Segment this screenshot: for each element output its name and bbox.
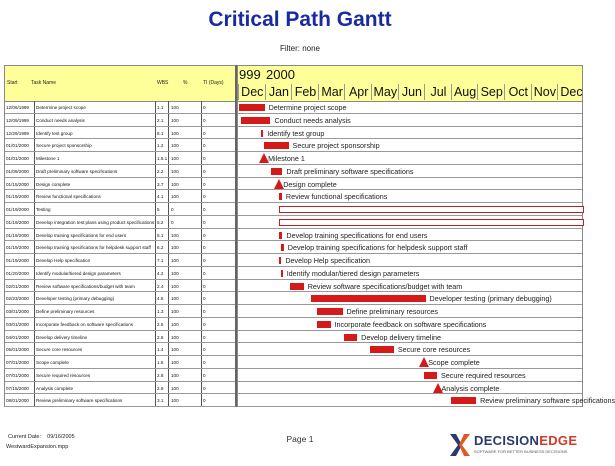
gantt-chart [237,65,615,407]
cell-pct: 100 [171,194,179,200]
month-label: Apr [344,84,372,100]
gantt-row [238,318,582,331]
cell-pct: 100 [171,360,179,365]
summary-bar[interactable] [279,206,584,213]
cell-ti: 0 [203,232,206,238]
cell-ti: 0 [203,385,206,391]
cell-wbs: 2.9 [157,385,164,391]
cell-ti: 0 [203,372,206,378]
gantt-row [238,254,582,267]
table-row[interactable] [5,280,235,293]
cell-pct: 0 [171,207,174,212]
cell-ti: 0 [203,168,206,174]
task-bar[interactable] [424,372,437,379]
cell-pct: 100 [171,181,179,187]
cell-wbs: 6.1 [157,130,164,136]
cell-wbs: 7.1 [157,258,164,263]
cell-wbs: 1.4 [157,347,164,353]
cell-start: 03/01/2000 [6,321,29,327]
bar-label: Secure core resources [397,345,471,355]
cell-pct: 100 [171,398,179,404]
cell-start: 02/01/2000 [6,283,29,289]
cell-name: Conduct needs analysis [36,117,85,123]
table-row[interactable] [5,114,235,127]
table-row[interactable] [5,101,235,114]
table-row[interactable] [5,267,235,280]
cell-wbs: 2.2 [157,168,164,174]
month-label: Nov [531,84,559,100]
cell-start: 01/09/2000 [6,168,29,174]
table-row[interactable] [5,305,235,318]
summary-bar[interactable] [279,219,584,226]
task-bar[interactable] [264,142,288,149]
cell-ti: 0 [203,181,206,187]
bar-label: Incorporate feedback on software specifications [334,319,487,329]
table-row[interactable] [5,241,235,254]
cell-start: 12/06/1999 [6,105,29,110]
cell-name: Identify modular/tiered design parameters [36,270,121,276]
cell-wbs: 5 [157,207,160,212]
table-row[interactable] [5,152,235,165]
cell-name: Developer testing (primary debugging) [36,296,115,302]
task-bar[interactable] [451,397,476,404]
table-row[interactable] [5,382,235,395]
col-start: Start [7,80,18,86]
gantt-row [238,114,582,127]
cell-wbs: 4.1 [157,194,164,200]
table-row[interactable] [5,318,235,331]
cell-name: Develop integration test plans using product specifications [36,219,155,225]
cell-ti: 0 [203,270,206,276]
file-name: WestwardExpansion.mpp [6,444,69,450]
cell-pct: 100 [171,270,179,276]
cell-ti: 0 [203,296,206,302]
cell-pct: 100 [171,385,179,391]
month-label: Feb [291,84,319,100]
cell-start: 01/01/2000 [6,143,29,149]
task-bar[interactable] [271,168,282,175]
month-label: Jun [398,84,426,100]
table-row[interactable] [5,127,235,140]
cell-start: 12/09/1999 [6,117,29,123]
cell-name: Review software specifications/budget with team [36,283,135,289]
table-row[interactable] [5,190,235,203]
cell-wbs: 1.5 [157,360,164,365]
cell-name: Secure project sponsorship [36,143,92,149]
gantt-row [238,292,582,305]
cell-start: 01/19/2000 [6,258,29,263]
table-row[interactable] [5,139,235,152]
cell-name: Milestone 1 [36,156,60,161]
col-pct: % [183,80,188,86]
cell-ti: 0 [203,321,206,327]
bar-label: Review preliminary software specifications [480,396,615,406]
gantt-row [238,139,582,152]
cell-start: 03/01/2000 [6,309,29,314]
table-row[interactable] [5,394,235,407]
gantt-row [238,229,582,242]
current-date: Current Date: 09/16/2005 [8,434,75,440]
cell-wbs: 5.2 [157,219,164,225]
cell-pct: 100 [171,347,179,353]
decisionedge-logo: DECISIONEDGE SOFTWARE FOR BETTER BUSINESS DECISIONS [450,432,600,458]
bar-label: Determine project scope [268,103,347,112]
cell-name: Develop training specifications for helpdesk support staff [36,245,151,251]
table-header [5,66,235,102]
cell-wbs: 1.3 [157,309,164,314]
task-bar[interactable] [281,244,284,251]
month-label: Aug [451,84,479,100]
month-label: May [371,84,399,100]
task-bar[interactable] [370,346,393,353]
bar-label: Milestone 1 [268,154,305,163]
gantt-row [238,152,582,165]
bar-label: Analysis complete [441,383,500,393]
month-label: Sep [477,84,505,100]
bar-label: Secure required resources [440,370,526,380]
table-row[interactable] [5,331,235,344]
task-bar[interactable] [317,308,342,315]
cell-ti: 0 [203,219,206,225]
cell-start: 07/01/2000 [6,372,29,378]
cell-name: Identify test group [36,130,73,136]
gantt-row [238,343,582,356]
cell-name: Determine project scope [36,105,86,110]
month-label: Jul [424,84,452,100]
cell-start: 01/19/2000 [6,245,29,251]
gantt-row [238,165,582,178]
cell-wbs: 4.2 [157,270,164,276]
table-row[interactable] [5,165,235,178]
cell-ti: 0 [203,156,206,161]
table-row[interactable] [5,216,235,229]
cell-wbs: 1.1 [157,105,164,110]
gantt-row [238,305,582,318]
gantt-row [238,280,582,293]
table-row[interactable] [5,356,235,369]
bar-label: Review software specifications/budget with team [307,281,463,291]
task-bar[interactable] [317,321,330,328]
cell-ti: 0 [203,283,206,289]
gantt-row [238,356,582,369]
task-table [4,65,237,407]
cell-ti: 0 [203,105,206,110]
gantt-row [238,267,582,280]
cell-name: Review preliminary software specifications [36,398,123,404]
cell-start: 01/19/2000 [6,207,29,212]
cell-name: Incorporate feedback on software specifications [36,321,134,327]
cell-ti: 0 [203,117,206,123]
bar-label: Identify test group [267,128,325,138]
cell-pct: 100 [171,334,179,340]
cell-wbs: 6.2 [157,245,164,251]
cell-start: 02/23/2000 [6,296,29,302]
cell-pct: 100 [171,168,179,174]
cell-start: 08/01/2000 [6,398,29,404]
cell-name: Secure core resources [36,347,83,353]
cell-pct: 100 [171,156,179,161]
table-row[interactable] [5,203,235,216]
cell-ti: 0 [203,245,206,251]
cell-ti: 0 [203,360,206,365]
month-label: Oct [504,84,532,100]
month-label: Dec [557,84,585,100]
bar-label: Develop delivery timeline [361,332,442,342]
cell-ti: 0 [203,143,206,149]
cell-pct: 100 [171,105,179,110]
cell-name: Testing [36,207,51,212]
cell-start: 01/19/2000 [6,194,29,200]
cell-start: 01/20/2000 [6,270,29,276]
cell-name: Scope complete [36,360,69,365]
task-bar[interactable] [279,257,281,264]
cell-pct: 100 [171,296,179,302]
gantt-row [238,203,582,216]
cell-start: 12/29/1999 [6,130,29,136]
cell-wbs: 3.1 [157,398,164,404]
cell-pct: 100 [171,309,179,314]
timescale-header [238,66,582,102]
cell-pct: 100 [171,283,179,289]
cell-start: 01/15/2000 [6,181,29,187]
table-row[interactable] [5,178,235,191]
bar-label: Develop Help specification [285,256,371,265]
cell-start: 05/01/2000 [6,347,29,353]
cell-ti: 0 [203,309,206,314]
cell-name: Draft preliminary software specifications [36,168,118,174]
bar-label: Identify modular/tiered design parameters [286,268,420,278]
cell-start: 07/15/2000 [6,385,29,391]
cell-start: 07/01/2000 [6,360,29,365]
cell-wbs: 6.1 [157,232,164,238]
cell-wbs: 4.5 [157,296,164,302]
cell-ti: 0 [203,258,206,263]
cell-wbs: 1.2 [157,143,164,149]
bar-label: Develop training specifications for helpdesk support staff [287,243,468,253]
cell-ti: 0 [203,398,206,404]
month-label: Jan [265,84,293,100]
bar-label: Scope complete [428,358,480,367]
month-label: Mar [318,84,346,100]
cell-ti: 0 [203,347,206,353]
task-bar[interactable] [281,270,283,277]
gantt-row [238,382,582,395]
cell-wbs: 2.8 [157,372,164,378]
cell-wbs: 2.5 [157,321,164,327]
gantt-row [238,190,582,203]
cell-wbs: 2.4 [157,283,164,289]
cell-wbs: 1.6.1 [157,156,168,161]
bar-label: Design complete [283,179,337,189]
cell-name: Review functional specifications [36,194,101,200]
cell-wbs: 2.6 [157,334,164,340]
gantt-row [238,369,582,382]
cell-start: 01/19/2000 [6,219,29,225]
gantt-row [238,394,615,407]
cell-pct: 0 [171,219,174,225]
table-row[interactable] [5,254,235,267]
col-ti: TI (Days) [203,80,224,86]
cell-pct: 100 [171,117,179,123]
gantt-row [238,216,582,229]
cell-ti: 0 [203,334,206,340]
cell-name: Develop delivery timeline [36,334,88,340]
task-bar[interactable] [239,104,264,111]
gantt-row [238,127,582,140]
cell-pct: 100 [171,232,179,238]
cell-pct: 100 [171,321,179,327]
year-label: 2000 [266,67,295,82]
bar-label: Develop training specifications for end users [286,230,428,240]
filter-label: Filter: none [279,44,321,53]
cell-ti: 0 [203,207,206,212]
cell-wbs: 3.7 [157,181,164,187]
cell-wbs: 2.1 [157,117,164,123]
cell-pct: 100 [171,372,179,378]
table-row[interactable] [5,229,235,242]
cell-name: Secure required resources [36,372,91,378]
cell-pct: 100 [171,143,179,149]
task-bar[interactable] [279,193,282,200]
year-label: 999 [239,67,261,82]
col-wbs: WBS [157,80,169,86]
table-row[interactable] [5,343,235,356]
table-row[interactable] [5,369,235,382]
task-bar[interactable] [311,295,425,302]
bar-label: Conduct needs analysis [274,115,351,125]
col-task-name: Task Name [31,80,57,86]
cell-name: Analysis complete [36,385,74,391]
logo-mark-icon [450,434,470,456]
cell-name: Design complete [36,181,71,187]
gantt-row [238,331,582,344]
bar-label: Define preliminary resources [346,307,439,316]
gantt-row [238,101,582,114]
page-number: Page 1 [286,434,314,444]
month-label: Dec [238,84,266,100]
task-bar[interactable] [241,117,270,124]
gantt-row [238,178,582,191]
task-bar[interactable] [279,232,282,239]
cell-pct: 100 [171,130,179,136]
bar-label: Draft preliminary software specifications [286,166,414,176]
cell-ti: 0 [203,194,206,200]
task-bar[interactable] [290,283,304,290]
cell-name: Define preliminary resources [36,309,95,314]
cell-start: 01/19/2000 [6,232,29,238]
gantt-row [238,241,582,254]
bar-label: Review functional specifications [285,192,388,202]
cell-ti: 0 [203,130,206,136]
cell-pct: 100 [171,245,179,251]
cell-pct: 100 [171,258,179,263]
task-bar[interactable] [261,130,264,137]
table-row[interactable] [5,292,235,305]
cell-start: 01/01/2000 [6,156,29,161]
page-title: Critical Path Gantt [208,8,392,31]
cell-start: 04/01/2000 [6,334,29,340]
bar-label: Developer testing (primary debugging) [429,294,552,304]
cell-name: Develop training specifications for end users [36,232,127,238]
bar-label: Secure project sponsorship [292,141,380,151]
task-bar[interactable] [344,334,357,341]
cell-name: Develop Help specification [36,258,91,263]
